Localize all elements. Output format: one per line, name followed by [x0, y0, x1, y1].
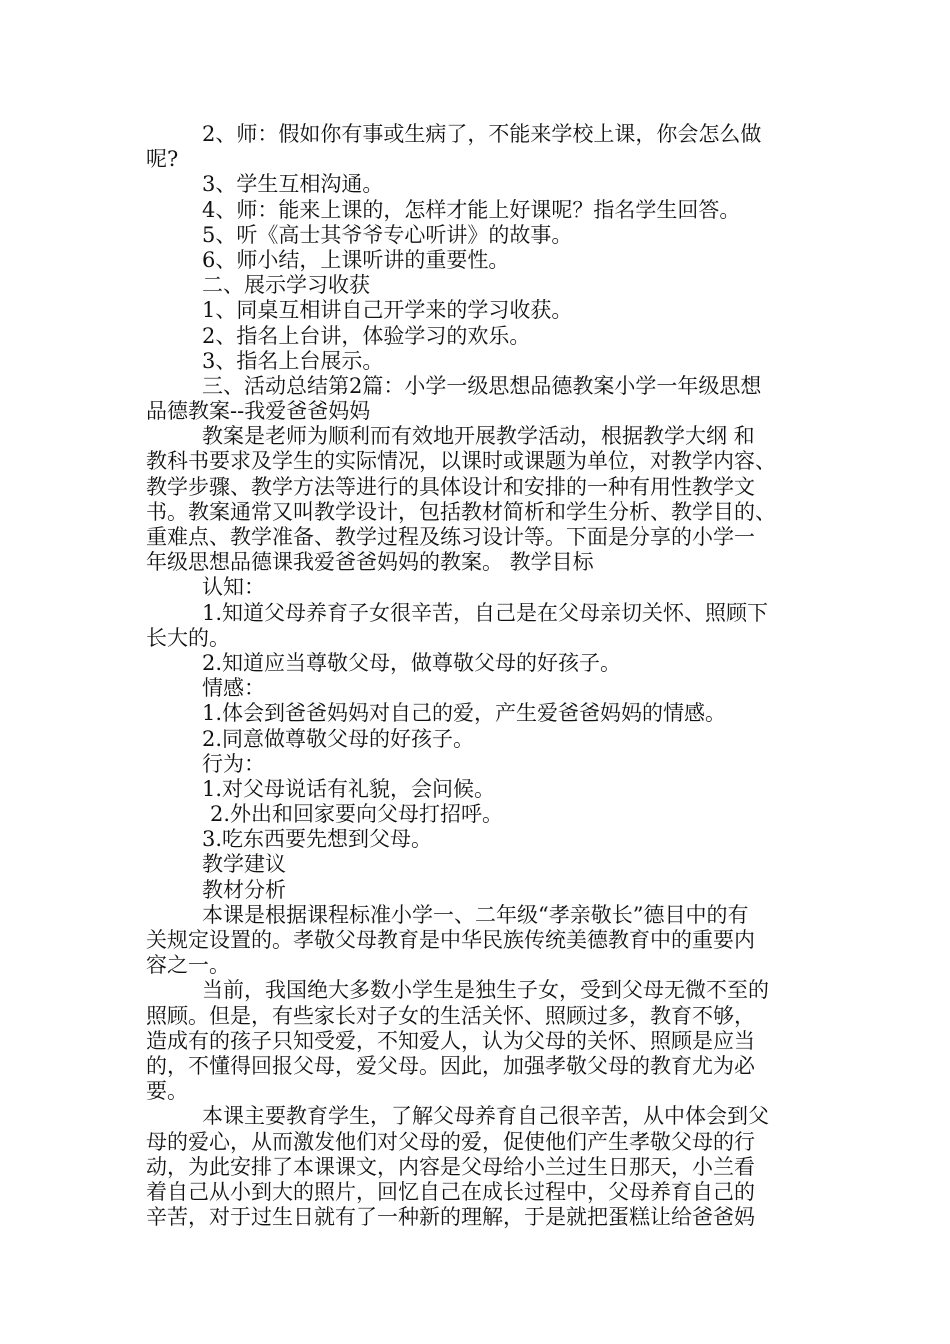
- text-line: 呢?: [146, 147, 179, 172]
- text-line: 3、学生互相沟通。: [202, 172, 384, 197]
- text-line: 母的爱心，从而激发他们对父母的爱，促使他们产生孝敬父母的行: [146, 1129, 755, 1154]
- text-line: 1.体会到爸爸妈妈对自己的爱，产生爱爸爸妈妈的情感。: [202, 701, 727, 726]
- text-line: 2、师：假如你有事或生病了，不能来学校上课，你会怎么做: [202, 122, 762, 146]
- text-line: 情感：: [202, 676, 265, 701]
- text-line: 5、听《高士其爷爷专心听讲》的故事。: [202, 222, 573, 247]
- text-line: 6、师小结，上课听讲的重要性。: [202, 247, 510, 272]
- text-line: 2、指名上台讲，体验学习的欢乐。: [202, 323, 531, 348]
- text-line: 的，不懂得回报父母，爱父母。因此，加强孝敬父母的教育尤为必: [146, 1053, 755, 1078]
- text-line: 三、活动总结第2篇：小学一级思想品德教案小学一年级思想: [202, 373, 762, 398]
- text-line: 二、展示学习收获: [202, 273, 370, 298]
- text-line: 3、指名上台展示。: [202, 348, 384, 373]
- text-line: 关规定设置的。孝敬父母教育是中华民族传统美德教育中的重要内: [146, 928, 755, 952]
- text-line: 品德教案--我爱爸爸妈妈: [146, 399, 371, 424]
- text-line: 动，为此安排了本课课文，内容是父母给小兰过生日那天，小兰看: [146, 1154, 755, 1179]
- text-line: 教学步骤、教学方法等进行的具体设计和安排的一种有用性教学文: [146, 474, 755, 499]
- text-line: 2.外出和回家要向父母打招呼。: [210, 802, 504, 827]
- text-line: 要。: [146, 1079, 188, 1104]
- text-line: 认知：: [202, 575, 265, 600]
- text-line: 辛苦，对于过生日就有了一种新的理解，于是就把蛋糕让给爸爸妈: [146, 1205, 755, 1230]
- text-line: 造成有的孩子只知受爱，不知爱人，认为父母的关怀、照顾是应当: [146, 1028, 755, 1053]
- text-line: 长大的。: [146, 625, 230, 650]
- text-line: 本课主要教育学生，了解父母养育自己很辛苦，从中体会到父: [202, 1104, 769, 1129]
- text-line: 重难点、教学准备、教学过程及练习设计等。下面是分享的小学一: [146, 525, 755, 549]
- text-line: 教案是老师为顺利而有效地开展教学活动，根据教学大纲 和: [202, 424, 755, 449]
- document-body: [146, 122, 810, 1230]
- text-line: 4、师：能来上课的，怎样才能上好课呢？指名学生回答。: [202, 197, 741, 222]
- text-line: 本课是根据课程标准小学一、二年级“孝亲敬长”德目中的有: [202, 902, 749, 927]
- text-line: 教科书要求及学生的实际情况，以课时或课题为单位，对教学内容、: [146, 449, 776, 474]
- text-line: 2.同意做尊敬父母的好孩子。: [202, 726, 475, 751]
- text-line: 年级思想品德课我爱爸爸妈妈的教案。 教学目标: [146, 550, 594, 575]
- text-line: 着自己从小到大的照片，回忆自己在成长过程中，父母养育自己的: [146, 1179, 755, 1204]
- text-line: 行为：: [202, 751, 265, 776]
- text-line: 书。教案通常又叫教学设计，包括教材简析和学生分析、教学目的、: [146, 499, 776, 524]
- text-line: 照顾。但是，有些家长对子女的生活关怀、照顾过多，教育不够，: [146, 1003, 755, 1028]
- text-line: 教材分析: [202, 877, 286, 902]
- text-line: 教学建议: [202, 852, 286, 877]
- text-line: 3.吃东西要先想到父母。: [202, 827, 433, 852]
- text-line: 1、同桌互相讲自己开学来的学习收获。: [202, 298, 573, 323]
- text-line: 2.知道应当尊敬父母，做尊敬父母的好孩子。: [202, 650, 622, 675]
- text-line: 1.知道父母养育子女很辛苦，自己是在父母亲切关怀、照顾下: [202, 600, 769, 625]
- text-line: 当前，我国绝大多数小学生是独生子女，受到父母无微不至的: [202, 978, 769, 1003]
- text-line: 1.对父母说话有礼貌，会问候。: [202, 776, 496, 801]
- text-line: 容之一。: [146, 953, 230, 978]
